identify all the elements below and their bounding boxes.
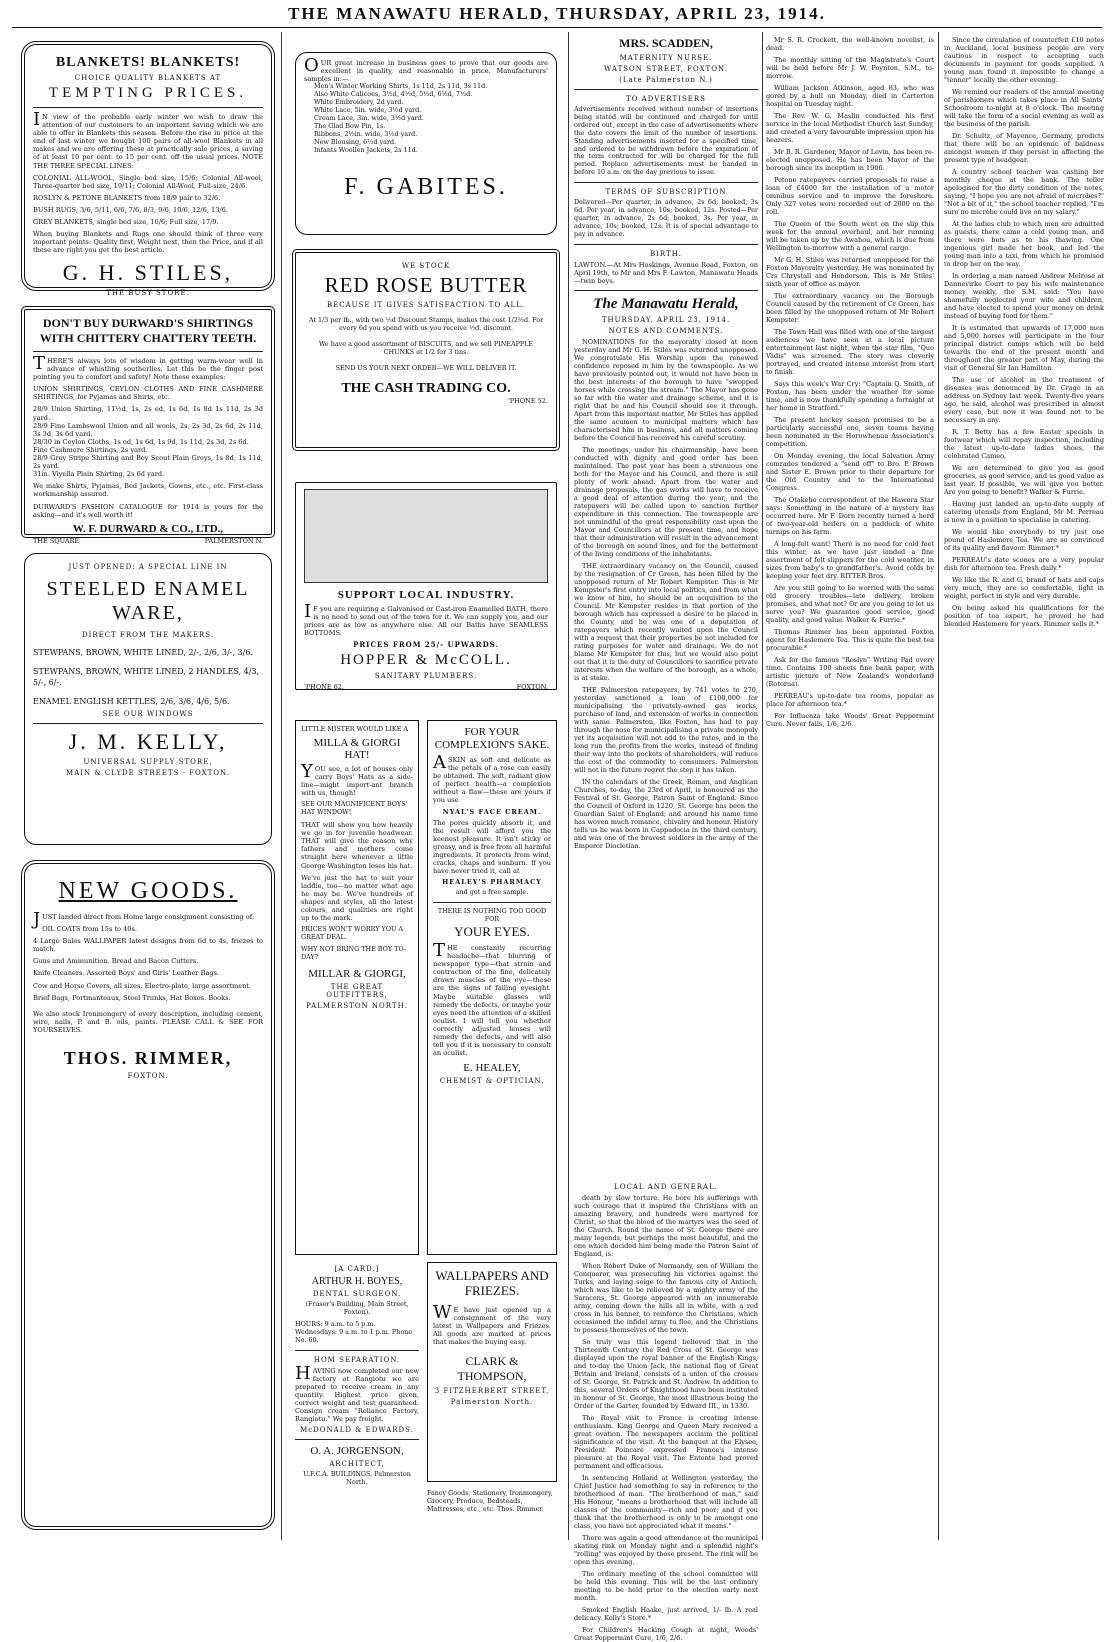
millar-p2: SEE OUR MAGNIFICENT BOYS' HAT WINDOW!	[301, 800, 408, 817]
news-paragraph: The Royal visit to France is creating intense enthusiasm. King George and Queen Mary received a great ovation. The newspapers acclaim the political significance of the visit. At the banquet at the Elysee, President Poincare expressed France's intense pleasure at the Royal visit. The Entente had proved permanent and efficacious.	[574, 1414, 758, 1470]
kelly-see: SEE OUR WINDOWS	[102, 710, 194, 718]
news-paragraph: We remind our readers of the annual meeting of parishioners which takes place in All Saints' Schoolroom to-night at 8 o'clock. The meeting will take the form of a social evening as well as the business of the parish.	[944, 88, 1104, 128]
durward-line: We make Shirts, Pyjamas, Bed Jackets, Gowns, etc., etc. First-class workmanship assured.	[33, 482, 263, 499]
news-paragraph: The Rev. W. G. Maslin conducted his first service in the local Methodist Church last Sunday, and created a very favourable impression upon his hearers.	[766, 112, 934, 144]
news-paragraph: In ordering a man named Andrew Melrose at Dannevirke Court to pay his wife maintenance money weekly, the S.M. said: "You have shamefully neglected your wife and children, and have elected to spend your money on drink instead of buying food for them."	[944, 272, 1104, 320]
news-paragraph: Ask for the famous "Roslyn" Writing Pad every time. Contains 100 sheets fine bank paper, with artistic picture of New Zealand's wonderland (Rotorua).	[766, 656, 934, 688]
news-paragraph: R. T. Betty has a few Easter specials in footwear which will repay inspection, including the latest up-to-date ladies shoes, the celebrated Cameo.	[944, 428, 1104, 460]
news-paragraph: On being asked his qualifications for the position of tea expert, he proved he had blended Haslemere for years. Rimmer sells it.*	[944, 604, 1104, 628]
millar-title: MILLA & GIORGI HAT!	[313, 736, 401, 761]
jorgenson-sub: ARCHITECT,	[329, 1460, 385, 1469]
column-rule	[281, 32, 282, 1540]
millar-p4: We've just the hat to suit your laddie, too—no matter what age he may be. We've hundreds of shapes and styles, all the latest colours, and qualities are right up to the mark.	[301, 873, 413, 923]
millar-lead: LITTLE MISTER WOULD LIKE A	[301, 725, 409, 733]
jorgenson-name: O. A. JORGENSON,	[310, 1445, 404, 1458]
durward-address-right: PALMERSTON N.	[204, 536, 263, 545]
news-paragraph: PERREAU's date scones are a very popular dish for afternoon tea. Fresh daily.*	[944, 556, 1104, 572]
jorgenson-addr: U.F.C.A. BUILDINGS, Palmerston North.	[303, 1470, 411, 1487]
clark-title: WALLPAPERS AND FRIEZES.	[435, 1268, 549, 1298]
news-paragraph: On Monday evening, the local Salvation Army comrades tendered a "send off" to Bro. P. Brown and Sister E. Brown prior to their departure for the Old Country and to the International Congress.	[766, 452, 934, 492]
cash-title: RED ROSE BUTTER	[324, 273, 528, 297]
notes-heading: NOTES AND COMMENTS.	[608, 326, 724, 335]
rimmer-sub: FOXTON.	[127, 1072, 169, 1081]
millar-p5: PRICES WON'T WORRY YOU A GREAT DEAL.	[301, 925, 404, 942]
hopper-name: HOPPER & McCOLL.	[340, 652, 512, 669]
clark-name: CLARK & THOMPSON,	[457, 1354, 527, 1384]
kelly-item: STEWPANS, BROWN, WHITE LINED, 2/-, 2/6, 3/-, 3/6.	[33, 648, 253, 657]
col3-continuation	[574, 1180, 758, 1642]
rimmer-item: We also stock Ironmongery of every description, including cement, wire, nails, P. and B. oils, paints. PLEASE CALL & SEE FOR YOURSELVES.	[33, 1009, 263, 1034]
cash-sub: BECAUSE IT GIVES SATISFACTION TO ALL.	[327, 301, 525, 309]
blankets-sub: CHOICE QUALITY BLANKETS AT	[74, 74, 222, 82]
editorial-paragraph: THE extraordinary vacancy on the Council, caused by the resignation of Cr Green, has been filled by the unopposed return of Mr Robert Kempster. This is Mr Kempster's first entry into local politics, and from what we know of him, he should be an acquisition to the Council. Mr Kempster resides in that portion of the borough which has expressed a desire to be placed in the County, and he was one of a deputation of ratepayers which recently waited upon the Council with a request that their properties be not included for rating purposes for water and drainage. We do not blame Mr Kempster for this, but we would also point out that it is the duty of Councillors to sacrifice private interests when the welfare of the borough, as a whole, is at stake.	[574, 561, 758, 682]
news-paragraph: The use of alcohol in the treatment of diseases was denounced by Dr. Crago in an address on Sydney last week. Twenty-five years ago, he said, alcohol was prescribed in almost every case, but now it was found not to be necessary in any.	[944, 376, 1104, 424]
news-paragraph: The Queen of the South went on the slip this week for the annual overhaul, and her running will be taken up by the Awahou, which is due from Wellington to-morrow with a general cargo.	[766, 220, 934, 252]
news-paragraph: Mr B. R. Gardener, Mayor of Levin, has been re-elected unopposed. He has been Mayor of the borough since its inception in 1906.	[766, 148, 934, 172]
gabites-item: Men's Winter Working Shirts, 1s 11d, 2s 11d, 3s 11d.	[314, 82, 488, 91]
cash-ad	[295, 252, 557, 448]
durward-line: Fine Cashmere Shirtings, 2s yard.	[33, 445, 148, 454]
clark-p1: WE have just opened up a consignment of the very latest in Wallpapers and Friezes. All goods are marked at prices that makes the buying easy.	[433, 1302, 551, 1347]
news-paragraph: Mr G. H. Stiles was returned unopposed for the Foxton Mayoralty yesterday. He was nominated by Crs Chrystall and Henderson. This is Mr Stiles' sixth year of office as mayor.	[766, 256, 934, 288]
blankets-line: GREY BLANKETS, single bed size, 10/6; Full size, 17/9.	[33, 218, 219, 227]
rimmer-item: 4 Large Bales WALLPAPER latest designs from 6d to 4s, friezes to match.	[33, 937, 263, 954]
news-paragraph: We like the R. and G. brand of hats and caps very much, they are so comfortable, light in weight, perfect in style and very durable.	[944, 576, 1104, 600]
boyes-name: ARTHUR H. BOYES,	[311, 1276, 403, 1287]
mcdonald-p1: HAVING now completed our new factory at Rangiotu we are prepared to receive cream in any quantity. Highest price given, correct weight and test guaranteed. Consign cream "Reliance Factory, Rangiotu." We pay freight.	[295, 1362, 419, 1424]
rimmer-item: Knife Cleaners. Assorted Boys' and Girls' Leather Bags.	[33, 969, 220, 978]
boyes-card: [A CARD.]	[334, 1265, 380, 1273]
gabites-item: Also White Calicoes, 3½d, 4½d, 5½d, 6½d, 7½d.	[314, 90, 473, 99]
blankets-title: BLANKETS! BLANKETS!	[55, 55, 241, 70]
news-paragraph: Since the circulation of counterfeit £10 notes in Auckland, local business people are very cautious in respect to accepting such documents in payment for goods supplied. A young man found it impossible to change a "tenner" locally the other evening.	[944, 36, 1104, 84]
clark-addr: 3 FITZHERBERT STREET,	[434, 1387, 550, 1396]
blankets-headline: TEMPTING PRICES.	[48, 85, 248, 101]
hopper-town: FOXTON.	[516, 683, 548, 692]
news-paragraph: The Town Hall was filled with one of the largest audiences we have seen at a local picture entertainment last night, when the star film, "Quo Vadis" was screened. The story was cleverly portrayed, and created intense interest from start to finish.	[766, 328, 934, 376]
masthead-rule	[12, 27, 1102, 28]
col2-cards	[295, 1262, 419, 1532]
kelly-title: STEELED ENAMEL WARE,	[46, 578, 250, 624]
clark-town: Palmerston North.	[450, 1398, 534, 1407]
paper-date: THURSDAY, APRIL 23, 1914.	[601, 315, 731, 324]
local-general-heading: LOCAL AND GENERAL.	[614, 1183, 718, 1191]
healey-p3: and get a free sample.	[455, 888, 529, 897]
column-rule	[762, 32, 763, 1540]
editorial-paragraph: IN the calendars of the Greek, Roman, and Anglican Churches, to-day, the 23rd of April, is honoured as the Festival of St. George, Patron Saint of England. Since the Council of Oxford in 1220, St. George has been the Guardian Saint of England; and around his name time has woven much romance, chivalry and honour. History tells us he was born in Cappadocia in the third century, and was one of the bravest soldiers in the army of the Emperor Diocletian.	[574, 777, 758, 850]
gabites-item: Infants Woollen Jackets, 2s 11d.	[314, 145, 418, 154]
cash-name: THE CASH TRADING CO.	[341, 380, 511, 396]
hopper-title: SUPPORT LOCAL INDUSTRY.	[337, 589, 515, 601]
hopper-prices: PRICES FROM 25/- UPWARDS.	[353, 640, 499, 650]
gabites-item: Cream Lace, 3in. wide, 3½d yard.	[314, 113, 424, 122]
blankets-line: BUSH RUGS, 3/6, 5/11, 6/6, 7/6, 8/3, 9/6, 10/6, 12/6, 13/6.	[33, 205, 228, 214]
kelly-address: MAIN & CLYDE STREETS - FOXTON.	[66, 769, 230, 777]
news-paragraph: At the ladies club to which men are admitted as guests, there came a cold young man, and there were bets as to his thawing. One ingenious girl made her book, and led the young man into a taxi, from which he promised to drop her on the way.	[944, 220, 1104, 268]
durward-address-left: THE SQUARE	[33, 536, 80, 545]
paper-title: The Manawatu Herald,	[593, 295, 739, 312]
col5	[944, 36, 1104, 1536]
news-paragraph: It is estimated that upwards of 17,000 men and 5,000 horses will participate in the four principal district camps which will be held towards the end of the present month and throughout the greater part of May, during the visit of General Sir Ian Hamilton.	[944, 324, 1104, 372]
boyes-sub: DENTAL SURGEON.	[312, 1290, 402, 1298]
news-paragraph: The ordinary meeting of the school committee will be held this evening. This will be the last ordinary meeting to be held prior to the election early next month.	[574, 1570, 758, 1602]
news-paragraph: The monthly sitting of the Magistrate's Court will be held before Mr J. W. Poynton, S.M., to-morrow.	[766, 56, 934, 80]
healey-p2: The pores quickly absorb it, and the result will afford you the keenest pleasure. It isn't sticky or greasy, and is free from all harmful ingredients. It protects from wind, cracks, chaps and sunburn. If you have never tried it, call at	[433, 818, 551, 876]
durward-title: DON'T BUY DURWARD'S SHIRTINGS WITH CHITTERY CHATTERY TEETH.	[39, 316, 257, 345]
news-paragraph: When Robert Duke of Normandy, son of William the Conqueror, was prosecuting his victories against the Turks, and laying seige to the famous city of Antioch, which was like to be relieved by a mighty army of the Saracens, St. George appeared with an innumerable army, coming down the hills all in white, with a red cross in his banner, to reinforce the Christians, which occasioned the infidel army to flee, and the Christians to possess themselves of the town.	[574, 1262, 758, 1334]
cash-p1: At 1/3 per lb., with two ½d Discount Stamps, makes the cost 1/2½d. For every 6d you spend with us you receive ½d. discount.	[308, 316, 544, 332]
healey-sub: CHEMIST & OPTICIAN.	[439, 1077, 545, 1086]
rimmer-item: Cow and Horse Covers, all sizes. Electro-plate, large assortment.	[33, 981, 252, 990]
healey-p1: ASKIN as soft and delicate as the petals of a rose can easily be obtained. The soft, radiant glow of perfect health—a complexion without a flaw—these are yours if you use	[433, 752, 551, 805]
rimmer-item: Guns and Ammunition. Bread and Bacon Cutters.	[33, 957, 199, 966]
news-paragraph: Mr S. R. Crockett, the well-known novelist, is dead.	[766, 36, 934, 52]
healey-eyes-title: YOUR EYES.	[454, 923, 530, 939]
news-paragraph: Dr. Schultz, of Mayence, Germany, predicts that there will be an epidemic of baldness amongst women if they persist in affecting the present type of headgear.	[944, 132, 1104, 164]
scadden-sub: MATERNITY NURSE.	[619, 54, 713, 62]
advertisers-title: TO ADVERTISERS	[626, 95, 706, 103]
blankets-line: COLONIAL ALL-WOOL, Single bed size, 15/6; Colonial All-wool, Three-quarter bed size, 19/11; Colonial All-Wool, Full-size, 24/6.	[33, 173, 263, 190]
hopper-intro: IF you are requiring a Galvanised or Cast-iron Enamelled BATH, there is no need to send out of the town for it. We can supply you, and our prices are as low as anywhere else. All our Baths have SEAMLESS BOTTOMS.	[304, 601, 548, 638]
cash-phone: 'PHONE 52.	[508, 396, 548, 405]
editorial-paragraph: NOMINATIONS for the mayoralty closed at noon yesterday and Mr G. H. Stiles was returned unopposed. We congratulate His Worship upon the renewed confidence reposed in him by the townspeople. As we have previously pointed out, it would not have been in the best interests of the borough to have "swopped horses while crossing the stream." The Mayor has gone so far with the water and drainage scheme, and it is right that he and his Council should see it through. Apart from this important matter, Mr Stiles has applied the same acumen to municipal matters which has characterised him in business, and all matters coming before the Council has received his careful scrutiny.	[574, 337, 758, 442]
kelly-merchant-sub: UNIVERSAL SUPPLY STORE,	[83, 758, 213, 766]
gabites-item: White Embroidery, 2d yard.	[314, 98, 404, 107]
news-paragraph: So truly was this legend believed that in the Thirteenth Century the Red Cross of St. George was displayed upon the royal banner of the English Kings, and to-day the Union Jack, the national flag of Great Britain and Ireland, consists of a union of the crosses of St. George, St. Patrick and St. Andrew. In addition to this, several Orders of Knighthood have been instituted in honour of St. George, the most illustrious being the Order of the Garter, founded by Edward III., in 1330.	[574, 1338, 758, 1410]
hopper-sub: SANITARY PLUMBERS.	[374, 672, 478, 681]
news-paragraph: The Otakeho correspondent of the Hawera Star says: Something in the nature of a mystery has occurred here. Mr F. Dorn recently turned a herd of two-year-old heifers on a paddock of white turnips on his farm.	[766, 496, 934, 536]
durward-line: 31in. Viyella Plain Shirting, 2s 6d yard.	[33, 470, 165, 479]
kelly-name: J. M. KELLY,	[68, 729, 228, 754]
clark-ad	[427, 1262, 557, 1482]
boyes-hours: HOURS: 9 a.m. to 5 p.m. Wednesdays: 9 a.m. to 1 p.m. Phone No. 60.	[295, 1319, 413, 1344]
gabites-item: New Blousing, 6½d yard.	[314, 137, 397, 146]
kelly-lead: JUST OPENED: A SPECIAL LINE IN	[68, 563, 228, 571]
mcdonald-name: McDONALD & EDWARDS.	[300, 1426, 414, 1435]
bath-illustration	[304, 489, 548, 583]
healey-name: E. HEALEY,	[463, 1062, 521, 1075]
healey-ad	[427, 720, 557, 1255]
boyes-addr: (Fraser's Building, Main Street, Foxton).	[305, 1300, 409, 1316]
healey-p4: THE constantly recurring headache—that blurring of newspaper type—that strain and contraction of the fine, delicately drawn muscles of the eye—these are the signs of failing eyesight. Maybe suitable glasses will remedy the defects, or maybe your eyes need the attention of a skilled oculist. I will tell you whether correctly adjusted lenses will remedy the defects, and will also tell you if it is necessary to consult an oculist.	[433, 939, 551, 1058]
millar-sub: THE GREAT OUTFITTERS,	[326, 982, 388, 999]
news-paragraph: Smoked English Haake, just arrived, 1/- lb. A real delicacy. Kelly's Store.*	[574, 1606, 758, 1622]
millar-p6: WHY NOT BRING THE BOY TO-DAY?	[301, 945, 407, 961]
kelly-sub: DIRECT FROM THE MAKERS.	[82, 631, 214, 639]
kelly-ad	[24, 553, 272, 845]
rimmer-intro: JUST landed direct from Home large consignment consisting of:	[33, 909, 255, 930]
durward-line: DURWARD'S FASHION CATALOGUE for 1914 is yours for the asking—and it's well worth it!	[33, 502, 263, 519]
column-rule	[938, 32, 939, 1540]
millar-name: MILLAR & GIORGI,	[308, 967, 406, 980]
scadden-late: (Late Palmerston N.)	[619, 76, 713, 84]
birth-title: BIRTH.	[649, 249, 683, 258]
cash-stock: WE STOCK	[401, 262, 451, 270]
news-paragraph: The present hockey season promises to be a particularly successful one, seven teams having been nominated in the Horowhenua Association's competition.	[766, 416, 934, 448]
stiles-sub: THE BUSY STORE.	[106, 289, 190, 298]
gabites-intro: OUR great increase in business goes to prove that our goods are excellent in quality, and reasonable in price. Manufacturers' samples in:—	[304, 55, 548, 84]
rimmer-name: THOS. RIMMER,	[63, 1048, 233, 1069]
news-paragraph: We would like everybody to try just one pound of Haslemere Tea. We are so convinced of its quality and flavour. Rimmer.*	[944, 528, 1104, 552]
news-paragraph: Thomas Rimmer has been appointed Foxton agent for Haslemere Tea. This is quite the best tea procurable.*	[766, 628, 934, 652]
rimmer-ad	[24, 863, 272, 1527]
gabites-item: The Glad Bow Pin, 1s.	[314, 121, 386, 130]
news-paragraph: William Jackson Atkinson, aged 83, who was gored by a bull on Monday, died in Carterton hospital on Tuesday night.	[766, 84, 934, 108]
durward-line: 28/9 Grey Stripe Shirting and Boy Scout Plain Greys, 1s 8d, 1s 11d, 2s yard.	[33, 454, 263, 471]
rimmer-item: Brief Bags, Portmanteaux, Steel Trunks, Hat Boxes. Books.	[33, 993, 231, 1002]
healey-eyes-lead: THERE IS NOTHING TOO GOOD FOR	[437, 907, 547, 924]
rimmer-item: OIL COATS from 15s to 40s.	[42, 925, 137, 934]
news-paragraph: Says this week's War Cry: "Captain Q. Smith, of Foxton, has been under the weather for some time, and is now thankfully spending a fortnight at her home in Stratford."	[766, 380, 934, 412]
healey-title: FOR YOUR COMPLEXION'S SAKE.	[434, 726, 550, 751]
advertisers-text: Advertisements received without number of insertions being stated will be continued and charged for until ordered out, except in the case of advertisements where the date covers the limit of the number of insertions. Standing advertisements inserted for a specified time, and ordered to be withdrawn before the expiration of the term contracted for will be charged for the full period. Replace advertisements must be handed in before 10 a.m. on the day previous to issue.	[574, 105, 758, 177]
healey-pharmacy: HEALEY'S PHARMACY	[442, 878, 542, 887]
healey-product: NYAL'S FACE CREAM.	[442, 807, 542, 816]
stiles-name: G. H. STILES,	[62, 260, 234, 286]
subscription-title: TERMS OF SUBSCRIPTION	[605, 188, 727, 197]
blankets-intro: IN view of the probable early winter we wish to draw the attention of our customers to an important saving which we are able to offer in Blankets this season. Before the rise in price at the end of last winter we bought 100 pairs of all-wool Blankets in all makes and we are offering these at practically sale prices, a saving of at least 10 per cent. to 15 per cent. off the usual prices. NOTE THE THREE SPECIAL LINES:	[33, 109, 263, 170]
millar-p1: YOU see, a lot of houses only carry Boys' Hats as a side-line—might import-ant branch with us, though!	[301, 760, 413, 798]
durward-line: 28/30 in Ceylon Cloths, 1s od, 1s 6d, 1s 9d, 1s 11d, 2s 3d, 2s 6d.	[33, 437, 249, 446]
birth-text: LAWTON.—At Mrs Hoskings, Avenue Road, Foxton, on April 19th, to Mr and Mrs F. Lawton, Manawatu Heads—twin boys.	[574, 260, 758, 285]
scadden-title: MRS. SCADDEN,	[619, 36, 713, 50]
kelly-item: STEWPANS, BROWN, WHITE LINED, 2 HANDLES, 4/3, 5/-, 6/-.	[33, 667, 260, 687]
gabites-ad	[295, 52, 557, 235]
clark-foot: Fancy Goods, Stationery, Ironmongery, Grocery, Produce, Bedsteads, Mattresses, etc., etc. Thos. Rimmer.	[427, 1489, 553, 1513]
news-paragraph: In sentencing Holland at Wellington yesterday, the Chief Justice had something to say in reference to the brotherhood of man. "The brotherhood of man," said His Honour, "means a brotherhood that will include all classes of the community—rich and poor; and if you think that the brotherhood is only to be amongst one class, you have not appreciated what it means."	[574, 1474, 758, 1530]
news-paragraph: Petone ratepayers carried proposals to raise a loan of £4000 for the installation of a motor omnibus service and to improve the foreshore. Only 327 votes were recorded out of 2000 on the roll.	[766, 176, 934, 216]
masthead: THE MANAWATU HERALD, THURSDAY, APRIL 23, 1914.	[288, 4, 826, 23]
scadden-addr: WATSON STREET, FOXTON.	[604, 65, 728, 73]
news-paragraph: For Influenza take Woods' Great Peppermint Cure. Never fails, 1/6, 2/6.	[766, 712, 934, 728]
millar-town: PALMERSTON NORTH.	[306, 1001, 408, 1010]
hopper-phone: 'PHONE 62.	[304, 683, 344, 692]
news-paragraph: Are you still going to be worried with the same old grocery troubles—late delivery, broken promises, and what not? Or are you going to let us serve you? We guarantee good service, good quality, and good value. Walker & Furrie.*	[766, 584, 934, 624]
news-paragraph: The extraordinary vacancy on the Borough Council caused by the retirement of Cr Green, has been filled by the unopposed return of Mr Robert Kempster.	[766, 292, 934, 324]
news-paragraph: Having just landed an up-to-date supply of catering utensils from England, Mr M. Perreau is now in a position to specialise in catering.	[944, 500, 1104, 524]
news-paragraph: death by slow torture. He bore his sufferings with such courage that it inspired the Christians with an amazing bravery, and hundreds were martyred for Christ, so that the blood of the martyrs was the seed of the Church. Round the name of St. George there are many legends, but perhaps the most beautiful, and the one which decided him being made the Patron Saint of England, is:	[574, 1194, 758, 1258]
durward-line: 28/9 Fine Lambswool Union and all wools, 2s, 2s 3d, 2s 6d, 2s 11d, 3s 3d, 3s 6d yard.	[33, 421, 263, 438]
subscription-text: Delivered—Per quarter, in advance, 2s 6d; booked, 3s 6d. Per year, in advance, 10s; booked, 12s. Posted—Per quarter, in advance, 2s 6d; booked, 3s. Per year, in advance, 10s; booked, 12s. It is of special advantage to pay in advance.	[574, 198, 758, 238]
mcdonald-title: HOM SEPARATION.	[313, 1355, 401, 1364]
column-rule	[568, 32, 569, 1540]
blankets-line: ROSLYN & PETONE BLANKETS from 18/9 pair to 32/6.	[33, 193, 221, 202]
kelly-item: ENAMEL ENGLISH KETTLES, 2/6, 3/6, 4/6, 5/6.	[33, 697, 230, 706]
gabites-name: F. GABITES.	[344, 174, 508, 201]
blankets-ad	[24, 44, 272, 298]
news-paragraph: PERREAU's up-to-date tea rooms, popular as place for afternoon tea.*	[766, 692, 934, 708]
editorial-paragraph: The meetings, under his chairmanship, have been conducted with dignity and good order has been maintained. The past year has been a strenuous one both for the Mayor and his Council, and there is still plenty of work ahead. Apart from the water and drainage proposals, the gas works will have to receive a good deal of attention during the year, and the ratepayers will be called upon to sanction further expenditure in this connection. The townspeople are not unmindful of the great responsibility cast upon the Mayor and Councillors at the present time, and hope that their administration will result in the advancement of the borough on sound lines, and for the betterment of the living conditions of the inhabitants.	[574, 445, 758, 558]
news-paragraph: A country school teacher was cashing her monthly cheque at the bank. The teller apologised for the dirty condition of the notes, saying, "I hope you are not afraid of microbes?" "Not a bit of it," the school teacher replied, "I'm sure no microbe could live on my salary."	[944, 168, 1104, 216]
millar-p3: THAT will show you how heavily we go in for juvenile headwear. THAT will give the reason why fathers and mothers come straight here whenever a little George Washington loses his hat.	[301, 821, 413, 870]
news-paragraph: There was again a good attendance at the municipal skating rink on Monday night and a splendid night's "rolling" was enjoyed by those present. The rink will be open this evening.	[574, 1534, 758, 1566]
col4	[766, 36, 934, 1536]
durward-line: UNION SHIRTINGS, CEYLON CLOTHS AND FINE CASHMERE SHIRTINGS, for Pyjamas and Shirts, etc.	[33, 385, 263, 402]
news-paragraph: For Children's Hacking Cough at night, Woods' Great Peppermint Cure, 1/6, 2/6.	[574, 1626, 758, 1642]
news-paragraph: A long-felt want! There is no need for cold feet this winter, as we have just landed a fine assortment of felt slippers for the cold weather, in sizes from baby's to grandfather's. Avoid colds by keeping your feet dry. RITTER Bros.	[766, 540, 934, 580]
blankets-line: When buying Blankets and Rugs one should think of three very important points: Quality first, Weight next, then the Price, and if all these are right you get the best article.	[33, 230, 263, 255]
hopper-ad	[295, 482, 557, 690]
durward-ad	[24, 309, 272, 545]
cash-p2: We have a good assortment of BISCUITS, and we sell PINEAPPLE CHUNKS at 1/2 for 3 tins.	[318, 339, 534, 356]
editorial-paragraph: THE Palmerston ratepayers, by 741 votes to 270, yesterday sanctioned a loan of £100,000 for municipalising the privately-owned gas works, purchase of land, and extension of works in connection with same. Palmerston, like Foxton, has had to pay through the nose for municipalising a private monopoly yet its acquisition will not add to the rates, and in the long run the profits from the works, instead of finding their way into the pockets of shareholders, will reduce the cost of the commodity to consumers. Palmerston will not in the future regret the step it has taken.	[574, 685, 758, 774]
gabites-item: Ribbons, 2½in. wide, 3½d yard.	[314, 129, 418, 138]
news-paragraph: We are determined to give you as good groceries, as good service, and as good value as last year. If possible, we will give you better. Are you going to benefit? Walker & Furrie.	[944, 464, 1104, 496]
durward-line: 28/9 Union Shirting, 11½d, 1s, 2s ed, 1s 6d, 1s 8d 1s 11d, 2s 3d yard.	[33, 405, 263, 422]
rimmer-title: NEW GOODS.	[58, 878, 238, 904]
durward-name: W. F. DURWARD & CO., LTD.,	[72, 522, 224, 535]
cash-p3: SEND US YOUR NEXT ORDER—WE WILL DELIVER IT.	[335, 363, 517, 372]
gabites-item: White Lace, 5in. wide, 3½d yard.	[314, 106, 422, 114]
millar-ad	[295, 720, 419, 1255]
durward-intro: THERE'S always lots of wisdom in getting warm-wear well in advance of whistling southerlies. Let this be the finger post pointing you to comfort and safety! Note these examples:	[33, 353, 263, 382]
